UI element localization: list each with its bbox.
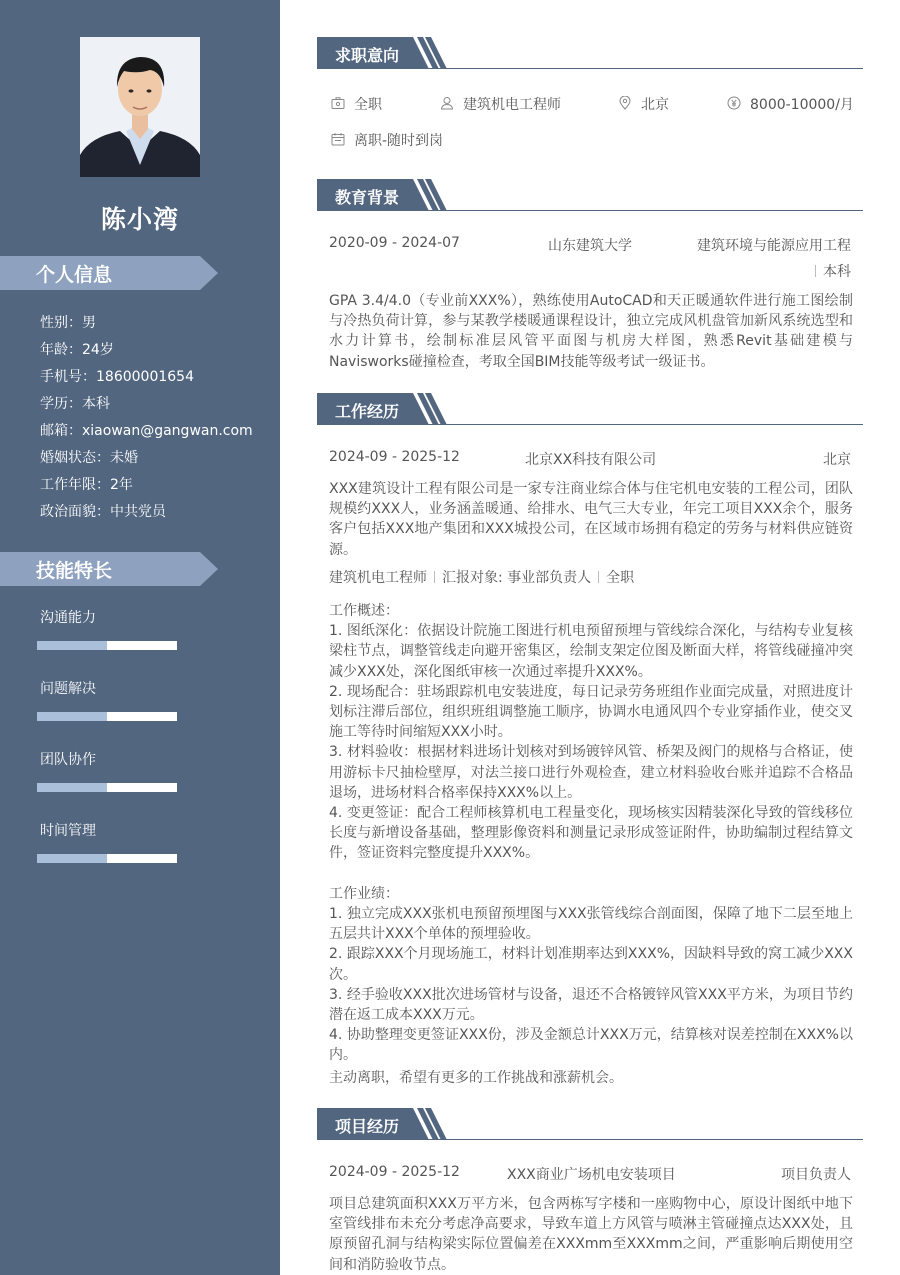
achievement-item: 3. 经手验收XXX批次进场管材与设备，退还不合格镀锌风管XXX平方米，为项目节约潜在返工成本XXX万元。 [329,986,853,1024]
duty-item: 3. 材料验收：根据材料进场计划核对到场镀锌风管、桥架及阀门的规格与合格证，使用游标卡尺抽检壁厚，对法兰接口进行外观检查，建立材料验收台账并追踪不合格品退场，进场材料合格率保持XXX%以上。 [329,744,853,801]
skill-bar-fill [37,783,107,792]
overview-label: 工作概述： [329,603,399,619]
work-report-to: 汇报对象: 事业部负责人 [442,570,592,586]
briefcase-icon [331,96,345,110]
candidate-name: 陈小湾 [100,205,179,234]
achievements-label: 工作业绩： [329,885,399,902]
skill-item [40,607,180,627]
project-name: XXX商业广场机电安装项目 [507,1167,676,1183]
project-role: 项目负责人 [781,1167,851,1183]
education-description: GPA 3.4/4.0（专业前XXX%），熟练使用AutoCAD和天正暖通软件进行施工图绘制与冷热负荷计算，参与某教学楼暖通课程设计，独立完成风机盘管加新风系统选型和水力计算书，绘制标准层风管平面图与机房大样图，熟悉Revit基础建模与Navisworks碰撞检查，考取全国BIM技能等级考试一级证书。 [329,293,853,370]
intent-type: 全职 [354,97,382,113]
skill-label: 问题解决 [40,681,96,697]
info-marital: 婚姻状态：未婚 [40,450,138,466]
work-section-header [317,393,863,427]
work-period: 2024-09 - 2025-12 [329,449,460,465]
location-icon [618,96,632,110]
info-education: 学历：本科 [40,396,110,412]
skills-title: 技能特长 [36,560,113,582]
skill-bar-fill [37,641,107,650]
education-section-header [317,179,863,213]
skill-label: 时间管理 [40,823,96,839]
achievement-item: 4. 协助整理变更签证XXX份，涉及金额总计XXX万元，结算核对误差控制在XXX%以内。 [329,1027,853,1064]
project-period: 2024-09 - 2025-12 [329,1164,460,1180]
education-period: 2020-09 - 2024-07 [329,235,460,251]
skill-item [40,678,180,698]
skill-bar-fill [37,854,107,863]
education-major: 建筑环境与能源应用工程 [697,238,851,254]
work-city: 北京 [823,452,851,468]
sidebar [0,0,280,1275]
intent-city: 北京 [641,97,669,113]
intent-position: 建筑机电工程师 [463,97,561,113]
skill-bar [37,641,177,650]
intent-salary: 8000-10000/月 [750,97,854,113]
intent-section-header [317,37,863,71]
intent-title: 求职意向 [335,46,400,65]
skill-label: 团队协作 [40,752,96,768]
skill-label: 沟通能力 [40,610,96,626]
work-meta [329,567,634,587]
skill-bar-fill [37,712,107,721]
duty-item: 1. 图纸深化：依据设计院施工图进行机电预留预埋与管线综合深化，与结构专业复核梁柱节点，调整管线走向避开密集区，绘制支架定位图及断面大样，将管线碰撞冲突减少XXX处，深化图纸审核一次通过率提升XXX%。 [329,623,853,680]
skill-item [40,749,180,769]
salary-icon [727,96,741,110]
skill-bar [37,854,177,863]
project-description: 项目总建筑面积XXX万平方米，包含两栋写字楼和一座购物中心，原设计图纸中地下室管线排布未充分考虑净高要求，导致车道上方风管与喷淋主管碰撞点达XXX处，且原预留孔洞与结构梁实际位置偏差在XXXmm至XXXmm之间，严重影响后期使用空间和消防验收节点。 [329,1196,853,1273]
skill-item [40,820,180,840]
skill-bar [37,783,177,792]
work-company: 北京XX科技有限公司 [525,452,657,468]
info-experience: 工作年限：2年 [40,477,133,493]
education-title: 教育背景 [335,188,400,207]
personal-info-title: 个人信息 [36,264,113,286]
work-job-type: 全职 [606,570,635,586]
education-school: 山东建筑大学 [548,238,632,254]
duty-item: 2. 现场配合：驻场跟踪机电安装进度，每日记录劳务班组作业面完成量，对照进度计划标注滞后部位，组织班组调整施工顺序，协调水电通风四个专业穿插作业，使交叉施工等待时间缩短XXX小时。 [329,683,853,741]
calendar-icon [331,132,345,146]
project-title: 项目经历 [335,1117,400,1136]
education-degree-wrap [815,261,851,281]
achievement-item: 1. 独立完成XXX张机电预留预埋图与XXX张管线综合剖面图，保障了地下二层至地上五层共计XXX个单体的预埋验收。 [329,906,853,943]
leave-reason: 主动离职，希望有更多的工作挑战和涨薪机会。 [329,1069,623,1086]
info-gender: 性别：男 [40,315,96,331]
info-phone: 手机号：18600001654 [40,369,194,385]
profile-photo [80,37,200,177]
work-title: 工作经历 [335,402,400,421]
work-role: 建筑机电工程师 [329,570,427,586]
personal-info-list [40,310,253,526]
personal-info-header [0,256,218,290]
duty-item: 4. 变更签证：配合工程师核算机电工程量变化，现场核实因精装深化导致的管线移位长度与新增设备基础，整理影像资料和测量记录形成签证附件，协助编制过程结算文件，签证资料完整度提升XXX%。 [329,805,853,862]
intent-availability: 离职-随时到岗 [354,133,444,149]
info-age: 年龄：24岁 [40,342,114,358]
company-description: XXX建筑设计工程有限公司是一家专注商业综合体与住宅机电安装的工程公司，团队规模约XXX人，业务涵盖暖通、给排水、电气三大专业，年完工项目XXX余个，服务客户包括XXX地产集团和XXX城投公司，在区域市场拥有稳定的劳务与材料供应链资源。 [329,481,853,558]
info-political: 政治面貌：中共党员 [40,504,166,520]
project-section-header [317,1108,863,1142]
skill-bar [37,712,177,721]
achievement-item: 2. 跟踪XXX个月现场施工，材料计划准期率达到XXX%，因缺料导致的窝工减少XXX次。 [329,946,853,983]
education-degree: 本科 [823,264,851,280]
info-email: 邮箱：xiaowan@gangwan.com [40,423,253,439]
skills-header [0,552,218,586]
work-overview [329,601,853,1088]
user-icon [440,96,454,110]
